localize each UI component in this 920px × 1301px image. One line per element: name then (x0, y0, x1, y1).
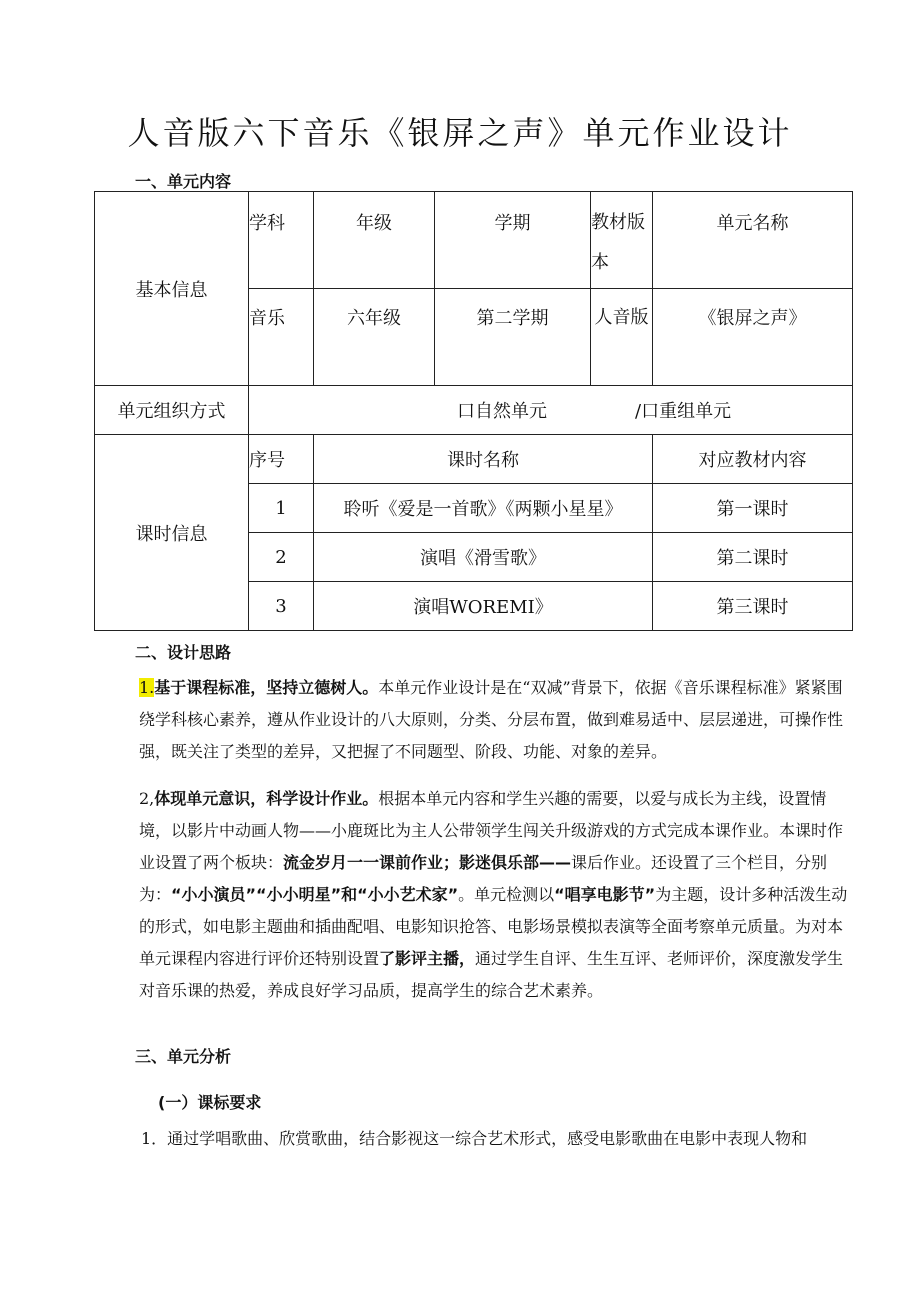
design-paragraph-1 (139, 672, 855, 768)
paragraph-lead: 体现单元意识，科学设计作业。 (154, 789, 379, 808)
value-textbook-version: 人音版 (591, 289, 653, 386)
emphasis-text: “唱享电影节” (554, 885, 656, 904)
lesson-info-label: 课时信息 (95, 435, 249, 631)
org-method-label: 单元组织方式 (95, 386, 249, 435)
lesson-content: 第二课时 (653, 533, 853, 582)
paragraph-text: 。单元检测以 (458, 885, 555, 904)
lesson-name: 聆听《爱是一首歌》《两颗小星星》 (314, 484, 653, 533)
design-paragraph-2 (139, 783, 855, 1007)
paragraph-text: 根据本单元内容和学生兴趣的需要，以爱与成长为主线，设置情境，以影片中动画人物——小鹿斑比为主人公带领学生闯关升级游戏的方式完成本课作业。本课时作业设置了两个板块： (139, 789, 844, 872)
regroup-unit-option: /口重组单元 (635, 401, 732, 422)
lesson-number: 3 (249, 582, 314, 631)
org-method-value (249, 386, 853, 435)
section-heading-unit-content: 一、单元内容 (135, 172, 232, 191)
header-seq: 序号 (249, 435, 314, 484)
header-semester: 学期 (435, 192, 591, 289)
page-title: 人音版六下音乐《银屏之声》单元作业设计 (127, 114, 793, 152)
emphasis-text: 流金岁月一一课前作业；影迷俱乐部—— (283, 853, 572, 872)
value-unit-name: 《银屏之声》 (653, 289, 853, 386)
lesson-number: 1 (249, 484, 314, 533)
subsection-heading-curriculum: (一）课标要求 (158, 1093, 262, 1112)
value-grade: 六年级 (314, 289, 435, 386)
paragraph-text: 为主题，设计多种活泼生动的形式，如电影主题曲和插曲配唱、电影知识抢答、电影场景模拟表演等全面考察单元质量。为对本单元课程内容进行评价还特别设置 (139, 885, 848, 968)
header-textbook-version: 教材版本 (591, 192, 653, 289)
paragraph-number: 1. (139, 678, 155, 697)
header-grade: 年级 (314, 192, 435, 289)
lesson-name: 演唱《滑雪歌》 (314, 533, 653, 582)
header-subject: 学科 (249, 192, 314, 289)
unit-info-table (94, 191, 853, 631)
paragraph-lead: 基于课程标准，坚持立德树人。 (154, 678, 379, 697)
section-heading-unit-analysis: 三、单元分析 (135, 1047, 232, 1066)
value-subject: 音乐 (249, 289, 314, 386)
paragraph-number: 2, (139, 789, 155, 808)
natural-unit-option: 口自然单元 (457, 401, 547, 422)
lesson-number: 2 (249, 533, 314, 582)
paragraph-text: 本单元作业设计是在“双减”背景下，依据《音乐课程标准》紧紧围绕学科核心素养，遵从作业设计的八大原则，分类、分层布置，做到难易适中、层层递进，可操作性强，既关注了类型的差异，又把握了不同题型、阶段、功能、对象的差异。 (139, 678, 844, 761)
emphasis-text: 了影评主播， (379, 949, 476, 968)
curriculum-paragraph: 1．通过学唱歌曲、欣赏歌曲，结合影视这一综合艺术形式，感受电影歌曲在电影中表现人物和 (141, 1129, 808, 1148)
lesson-content: 第三课时 (653, 582, 853, 631)
lesson-name: 演唱WOREMI》 (314, 582, 653, 631)
section-heading-design-idea: 二、设计思路 (135, 643, 232, 662)
lesson-content: 第一课时 (653, 484, 853, 533)
paragraph-text: 课后作业。还设置了三个栏目，分别为： (139, 853, 828, 904)
header-unit-name: 单元名称 (653, 192, 853, 289)
value-semester: 第二学期 (435, 289, 591, 386)
basic-info-label: 基本信息 (95, 192, 249, 386)
emphasis-text: “小小演员”“小小明星”和“小小艺术家” (171, 885, 459, 904)
header-textbook-content: 对应教材内容 (653, 435, 853, 484)
paragraph-text: 通过学生自评、生生互评、老师评价，深度激发学生对音乐课的热爱，养成良好学习品质，提高学生的综合艺术素养。 (139, 949, 844, 1000)
header-lesson-name: 课时名称 (314, 435, 653, 484)
